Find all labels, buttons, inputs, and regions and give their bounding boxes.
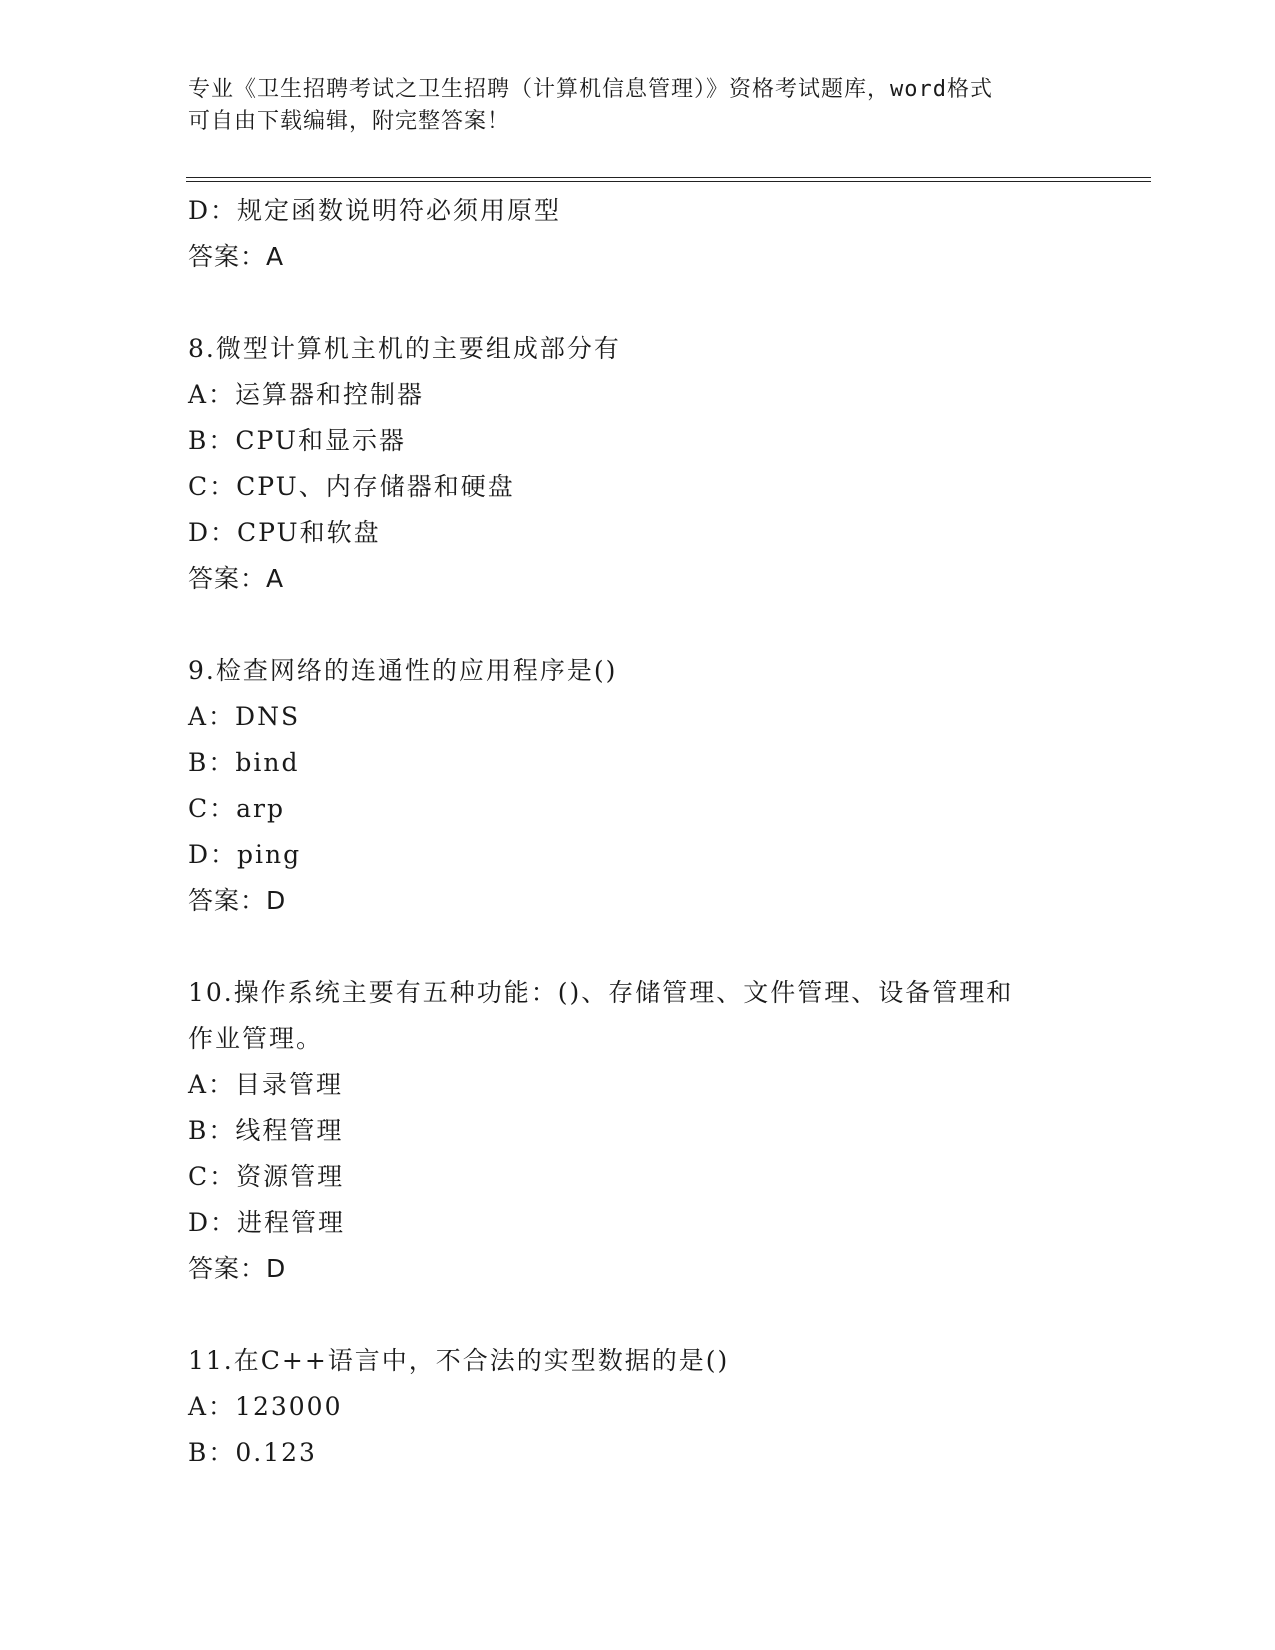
option-b: B：线程管理	[188, 1116, 344, 1145]
header-divider-bottom	[186, 181, 1151, 182]
option-b: B：CPU和显示器	[188, 426, 406, 455]
question-9	[188, 648, 1148, 924]
option-b: B：bind	[188, 748, 300, 777]
spacer	[188, 924, 1148, 970]
header-line-1: 专业《卫生招聘考试之卫生招聘（计算机信息管理）》资格考试题库，word格式	[188, 77, 993, 102]
option-c: C：arp	[188, 794, 285, 823]
question-11	[188, 1338, 1148, 1476]
document-header	[188, 74, 1088, 138]
option-a: A：123000	[188, 1392, 343, 1421]
spacer	[188, 280, 1148, 326]
option-d-continued: D：规定函数说明符必须用原型	[188, 196, 562, 225]
option-c: C：资源管理	[188, 1162, 345, 1191]
spacer	[188, 1292, 1148, 1338]
question-list	[188, 188, 1148, 1476]
option-d: D：ping	[188, 840, 302, 869]
question-stem: 11.在C++语言中，不合法的实型数据的是()	[188, 1346, 730, 1375]
answer: 答案：A	[188, 564, 285, 593]
header-line-2: 可自由下载编辑，附完整答案！	[188, 109, 511, 134]
option-c: C：CPU、内存储器和硬盘	[188, 472, 515, 501]
question-stem-line-2: 作业管理。	[188, 1024, 324, 1053]
answer: 答案：D	[188, 886, 287, 915]
question-stem: 9.检查网络的连通性的应用程序是()	[188, 656, 618, 685]
option-d: D：进程管理	[188, 1208, 346, 1237]
question-10	[188, 970, 1148, 1292]
option-a: A：运算器和控制器	[188, 380, 425, 409]
question-8	[188, 326, 1148, 602]
spacer	[188, 602, 1148, 648]
answer-continued: 答案：A	[188, 242, 285, 271]
header-divider-top	[186, 177, 1151, 178]
question-stem: 8.微型计算机主机的主要组成部分有	[188, 334, 621, 363]
option-d: D：CPU和软盘	[188, 518, 381, 547]
option-a: A：DNS	[188, 702, 301, 731]
question-stem-line-1: 10.操作系统主要有五种功能：()、存储管理、文件管理、设备管理和	[188, 978, 1014, 1007]
option-b: B：0.123	[188, 1438, 317, 1467]
option-a: A：目录管理	[188, 1070, 344, 1099]
answer: 答案：D	[188, 1254, 287, 1283]
